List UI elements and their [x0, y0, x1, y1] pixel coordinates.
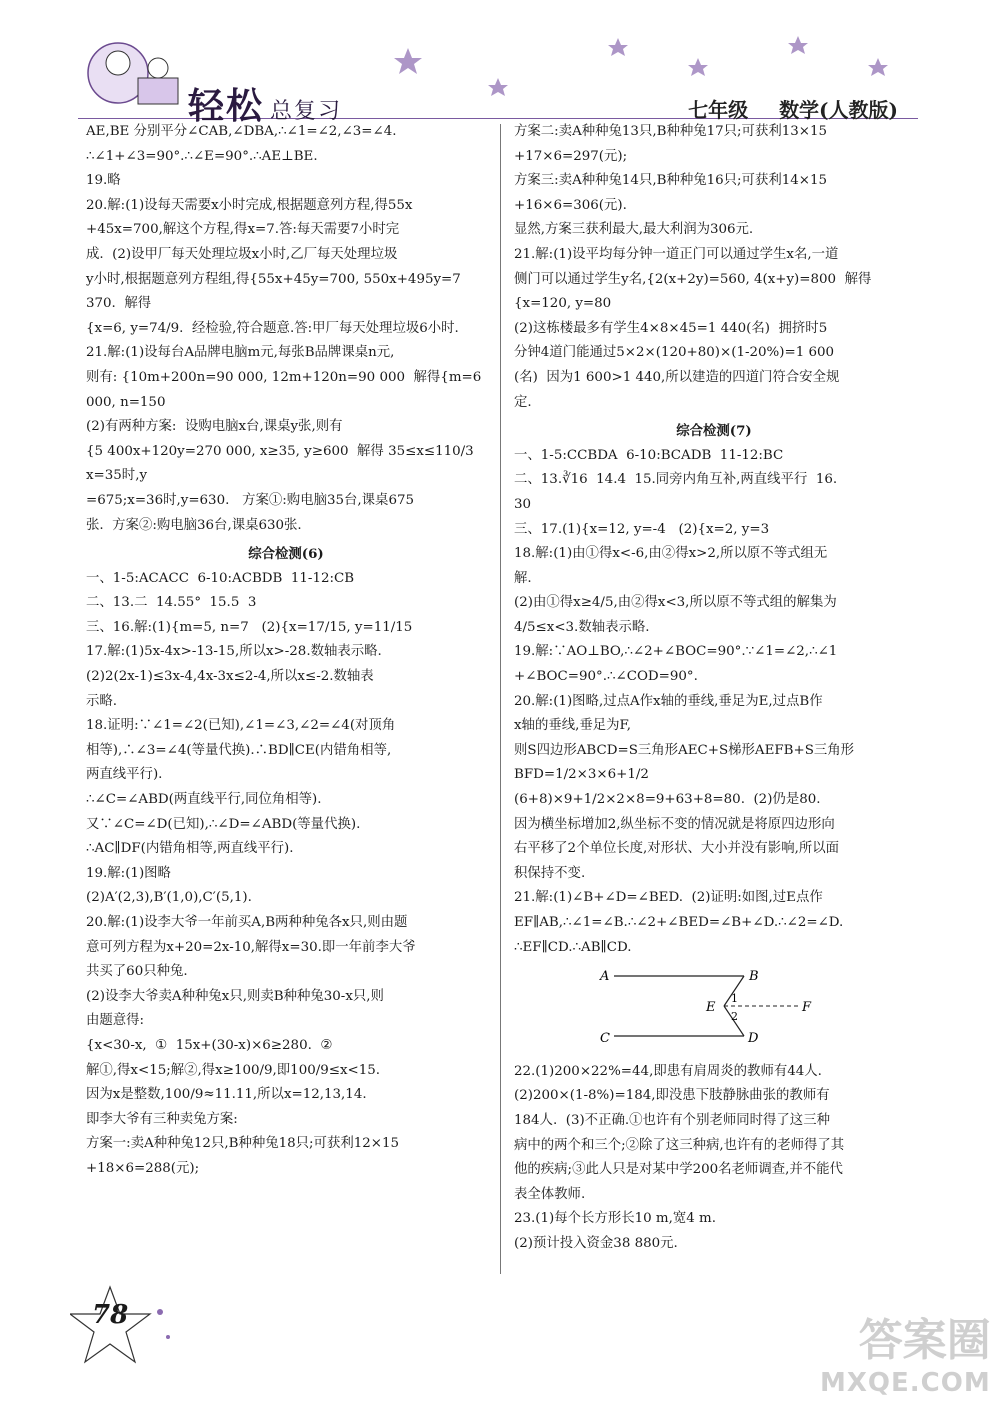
answer-line: 22.(1)200×22%=44,即患有肩周炎的教师有44人. [514, 1063, 822, 1079]
answer-line: 方案三:卖A种种兔14只,B种种兔16只;可获利14×15 [514, 173, 828, 189]
answer-line: 三、16.解:(1){m=5, n=7 (2){x=17/15, y=11/15 [86, 619, 413, 635]
answer-line: 一、1-5:CCBDA 6-10:BCADB 11-12:BC [514, 447, 784, 463]
answer-line: 4/5≤x<3.数轴表示略. [514, 619, 650, 635]
answer-line: 显然,方案三获利最大,最大利润为306元. [514, 222, 754, 238]
answer-line: +17×6=297(元); [514, 148, 628, 164]
section-7-title: 综合检测(7) [676, 423, 752, 440]
answer-line: 二、13.∛16 14.4 15.同旁内角互补,两直线平行 16. [514, 472, 838, 488]
answer-line: 示略. [86, 693, 118, 709]
left-answers [86, 120, 491, 538]
figure-label-c: C [600, 1031, 610, 1047]
column-divider [500, 124, 501, 1274]
answer-line: ∴∠1+∠3=90°.∴∠E=90°.∴AE⊥BE. [86, 148, 318, 164]
answer-line: (2)200×(1-8%)=184,即没患下肢静脉曲张的教师有 [514, 1088, 830, 1104]
answer-line: 表全体教师. [514, 1186, 586, 1202]
left-column [86, 120, 491, 1182]
page-header [78, 18, 918, 127]
right-answers [514, 120, 914, 415]
section-7-answers [514, 444, 914, 960]
answer-line: (2)2(2x-1)≤3x-4,4x-3x≤2-4,所以x≤-2.数轴表 [86, 669, 374, 685]
answer-line: 成. (2)设甲厂每天处理垃圾x小时,乙厂每天处理垃圾 [86, 246, 398, 262]
answer-line: (2)有两种方案: 设购电脑x台,课桌y张,则有 [86, 419, 343, 435]
answer-line: +45x=700,解这个方程,得x=7.答:每天需要7小时完 [86, 222, 400, 238]
answer-line: 分钟4道门能通过5×2×(120+80)×(1-20%)=1 600 [514, 345, 835, 361]
answer-line: 他的疾病;③此人只是对某中学200名老师调查,并不能代 [514, 1162, 843, 1178]
answer-line: 病中的两个和三个;②除了这三种病,也许有的老师得了其 [514, 1137, 845, 1153]
answer-line: 30 [514, 496, 532, 512]
answer-line: 20.解:(1)图略,过点A作x轴的垂线,垂足为E,过点B作 [514, 693, 823, 709]
answer-line: y小时,根据题意列方程组,得{55x+45y=700, 550x+495y=7 370. 解得 [86, 271, 466, 312]
answer-line: (2)设李大爷卖A种种兔x只,则卖B种种兔30-x只,则 [86, 988, 384, 1004]
answer-line: 二、13.二 14.55° 15.5 3 [86, 595, 257, 611]
answer-line: 18.证明:∵∠1=∠2(已知),∠1=∠3,∠2=∠4(对顶角 [86, 718, 396, 734]
answer-line: 20.解:(1)设李大爷一年前买A,B两种种兔各x只,则由题 [86, 915, 408, 930]
answer-line: 23.(1)每个长方形长10 m,宽4 m. [514, 1211, 716, 1227]
figure-label-e: E [706, 1000, 716, 1016]
answer-line: (2)这栋楼最多有学生4×8×45=1 440(名) 拥挤时5 [514, 320, 828, 336]
section-7-more-answers [514, 1060, 914, 1257]
answer-line: {5 400x+120y=270 000, x≥35, y≥600 解得 35≤x≤110/3 x=35时,y [86, 443, 491, 484]
answer-line: ∴AC∥DF(内错角相等,两直线平行). [86, 841, 294, 857]
answer-line: EF∥AB,∴∠1=∠B.∴∠2+∠BED=∠B+∠D.∴∠2=∠D. [514, 915, 844, 930]
answer-line: ∴EF∥CD.∴AB∥CD. [514, 939, 632, 955]
answer-line: 一、1-5:ACACC 6-10:ACBDB 11-12:CB [86, 570, 355, 586]
answer-line: (2)由①得x≥4/5,由②得x<3,所以原不等式组的解集为 [514, 595, 837, 611]
brand-title: 轻松 总复习 [188, 85, 343, 127]
answer-line: 方案一:卖A种种兔12只,B种种兔18只;可获利12×15 [86, 1136, 400, 1152]
figure-label-f: F [802, 1000, 812, 1016]
geometry-figure [594, 966, 824, 1046]
answer-line: 又∵∠C=∠D(已知),∴∠D=∠ABD(等量代换). [86, 816, 361, 832]
answer-line: 三、17.(1){x=12, y=-4 (2){x=2, y=3 [514, 521, 770, 537]
answer-line: {x<30-x, ① 15x+(30-x)×6≥280. ② [86, 1037, 333, 1053]
answer-line: 张. 方案②:购电脑36台,课桌630张. [86, 517, 302, 533]
answer-line: 则S四边形ABCD=S三角形AEC+S梯形AEFB+S三角形BFD=1/2×3×6+1/2 [514, 742, 855, 783]
answer-line: 即李大爷有三种卖兔方案: [86, 1111, 238, 1127]
figure-label-2: 2 [731, 1010, 738, 1024]
figure-label-b: B [749, 969, 759, 985]
answer-line: +16×6=306(元). [514, 197, 627, 213]
answer-line: +∠BOC=90°.∴∠COD=90°. [514, 669, 698, 685]
answer-line: 20.解:(1)设每天需要x小时完成,根据题意列方程,得55x [86, 197, 413, 213]
watermark [820, 1315, 991, 1404]
answer-line: =675;x=36时,y=630. 方案①:购电脑35台,课桌675 [86, 492, 414, 508]
page-number: 78 [92, 1300, 129, 1330]
answer-line: 则有: {10m+200n=90 000, 12m+120n=90 000 解得{m=6 000, n=150 [86, 369, 486, 410]
answer-line: AE,BE 分别平分∠CAB,∠DBA,∴∠1=∠2,∠3=∠4. [86, 124, 397, 139]
section-6-title: 综合检测(6) [248, 546, 324, 563]
answer-line: {x=6, y=74/9. 经检验,符合题意.答:甲厂每天处理垃圾6小时. [86, 320, 459, 336]
answer-line: (名) 因为1 600>1 440,所以建造的四道门符合安全规 [514, 369, 840, 385]
answer-line: ∴∠C=∠ABD(两直线平行,同位角相等). [86, 792, 322, 808]
answer-line: (2)预计投入资金38 880元. [514, 1235, 678, 1251]
grade-label: 七年级 [688, 98, 749, 122]
answer-line: 方案二:卖A种种兔13只,B种种兔17只;可获利13×15 [514, 124, 828, 139]
watermark-line-1: 答案圈 [858, 1315, 991, 1366]
answer-line: 17.解:(1)5x-4x>-13-15,所以x>-28.数轴表示略. [86, 644, 382, 660]
watermark-line-2: MXQE.COM [820, 1368, 991, 1398]
answer-line: 解. [514, 570, 532, 586]
answer-line: 解①,得x<15;解②,得x≥100/9,即100/9≤x<15. [86, 1062, 381, 1078]
section-6-answers [86, 567, 486, 1182]
answer-line: 两直线平行). [86, 767, 163, 783]
answer-line: (2)A′(2,3),B′(1,0),C′(5,1). [86, 890, 252, 906]
answer-line: 184人. (3)不正确.①也许有个别老师同时得了这三种 [514, 1112, 830, 1128]
answer-line: 21.解:(1)设每台A品牌电脑m元,每张B品牌课桌n元, [86, 345, 395, 361]
answer-line: 右平移了2个单位长度,对形状、大小并没有影响,所以面 [514, 841, 840, 857]
answer-line: 21.解:(1)设平均每分钟一道正门可以通过学生x名,一道 [514, 246, 839, 262]
answer-line: 相等),∴∠3=∠4(等量代换).∴BD∥CE(内错角相等, [86, 742, 392, 758]
answer-line: 侧门可以通过学生y名,{2(x+2y)=560, 4(x+y)=800 解得{x=120, y=80 [514, 271, 872, 312]
answer-line: 由题意得: [86, 1013, 145, 1029]
header-meta [664, 94, 898, 123]
figure-label-1: 1 [731, 992, 738, 1006]
answer-line: 19.略 [86, 173, 121, 189]
figure-label-a: A [600, 969, 610, 985]
answer-line: 21.解:(1)∠B+∠D=∠BED. (2)证明:如图,过E点作 [514, 890, 823, 906]
answer-line: 共买了60只种兔. [86, 964, 188, 980]
answer-line: 19.解:(1)图略 [86, 865, 171, 881]
subject-label: 数学(人教版) [779, 98, 898, 122]
answer-line: 因为横坐标增加2,纵坐标不变的情况就是将原四边形向 [514, 816, 835, 832]
answer-line: 意可列方程为x+20=2x-10,解得x=30.即一年前李大爷 [86, 939, 416, 955]
answer-line: 18.解:(1)由①得x<-6,由②得x>2,所以原不等式组无 [514, 546, 828, 562]
figure-label-d: D [748, 1031, 759, 1047]
answer-line: (6+8)×9+1/2×2×8=9+63+8=80. (2)仍是80. [514, 792, 821, 808]
answer-line: 积保持不变. [514, 865, 586, 881]
answer-line: 定. [514, 394, 532, 410]
answer-line: +18×6=288(元); [86, 1160, 200, 1176]
right-column [514, 120, 914, 1257]
answer-line: 19.解:∵AO⊥BO,∴∠2+∠BOC=90°.∵∠1=∠2,∴∠1 [514, 644, 838, 660]
answer-line: x轴的垂线,垂足为F, [514, 718, 632, 734]
answer-line: 因为x是整数,100/9≈11.11,所以x=12,13,14. [86, 1087, 367, 1103]
